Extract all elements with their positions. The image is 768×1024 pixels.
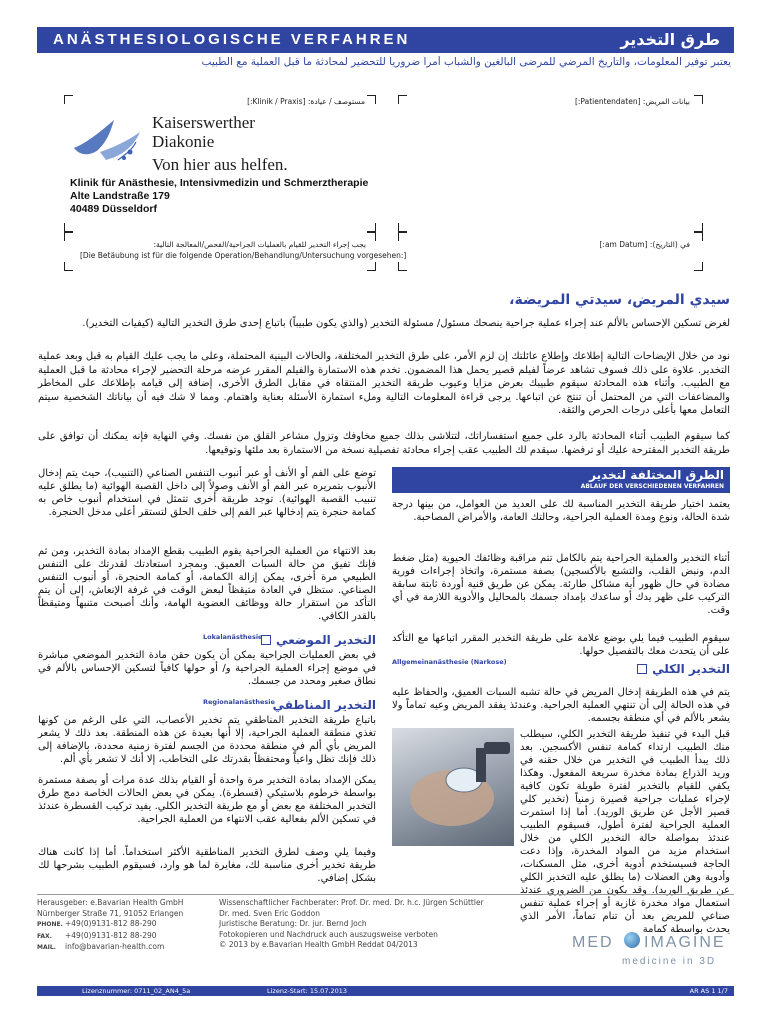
footer-credits [219,898,509,951]
right-p1: يعتمد اختيار طريقة التخدير المناسبة لك على العديد من العوامل، من بينها درجة شدة الحالة، ونوع ومدة العملية الجراحية، وحالتك العامة، والأمراض المصاحبة. [392,499,730,523]
general-anesthesia-checkbox[interactable] [637,664,647,674]
medimagine-logo [572,930,732,970]
phone-label: PHONE. [37,921,63,928]
logo-line1: Kaiserswerther [152,113,255,132]
address-line1: Klinik für Anästhesie, Intensivmedizin und Schmerztherapie [70,177,369,189]
intro-p1: لغرض تسكين الإحساس بالألم عند إجراء عملية جراحية ينصحك مسئول/ مسئولة التخدير (والذي يكون طبيباً) باتباع إحدى طرق التخدير التالية (كيفيات التخدير). [82,318,730,329]
section-title-de: ABLAUF DER VERSCHIEDENEN VERFAHREN [580,483,724,490]
rights: Fotokopieren und Nachdruck auch auszugsweise verboten [219,929,438,939]
corner-mark [694,223,703,232]
corner-mark [64,223,73,232]
general-anesthesia-heading [392,658,730,686]
corner-mark [367,232,376,241]
license-number: Lizenznummer: 0711_02_AN4_5a [82,987,191,995]
general-title-ar: التخدير الكلي [652,662,730,676]
dove-logo-icon [70,112,148,170]
section-header [392,467,730,493]
brand-left: MED [572,934,614,951]
regional-anesthesia-heading [38,694,376,712]
greeting: سيدي المريض، سيدتي المريضة، [509,292,730,308]
local-anesthesia-heading [38,629,376,647]
clinic-label: مستوصف / عيادة: [Klinik / Praxis:] [247,97,365,106]
advisor2: Dr. med. Sven Eric Goddon [219,908,321,918]
header-bar [37,27,734,53]
regional-title-ar: التخدير المناطقي [272,698,376,712]
advisor: Wissenschaftlicher Fachberater: Prof. Dr. med. Dr. h.c. Jürgen Schüttler [219,898,484,907]
left-p6: وفيما يلي وصف لطرق التخدير المناطقية الأكثر استخداماً. أما إذا كانت هناك طريقة تخدير أخرى مناسبة لك، مغايرة لما هو وارد، فسيقوم الطبيب بشرحها لك بشكل إضافي. [38,847,376,884]
left-p4: باتباع طريقة التخدير المناطقي يتم تخدير الأعصاب، التي على الرغم من كونها تغذي منطقة العملية الجراحية، إلا أنها بعيدة عن هذه المنطقة. بعد ذلك لا يشعر المريض بأي ألم في منطقة محددة من الجسم لفترة زمنية محددة، بالإضافة إلى ذلك فإنك تظل واعياً ومحتفظاً بقدرتك على التخاطب، إلا أنك لا تشعر بأي ألم. [38,715,376,765]
publisher: Herausgeber: e.Bavarian Health GmbH [37,898,184,907]
local-title-ar: التخدير الموضعي [276,633,376,647]
left-p3: في بعض العمليات الجراحية يمكن أن يكون حقن مادة التخدير الموضعي مباشرة في موضع إجراء العملية الجراحية و/ أو حولها كافياً لتسكين الإحساس بالألم في نطاق صغير ومحدد من جسمك. [38,650,376,687]
left-p2: بعد الانتهاء من العملية الجراحية يقوم الطبيب بقطع الإمداد بمادة التخدير، ومن ثم فإنك تفيق من حالة السبات العميق. وبمجرد استعادتك لقدرتك على التنفس الطبيعي مرة أخرى، يمكن إزالة الكمامة، أو كمامة الحنجرة، أو أنبوب التنفس الصناعي. ستظل في العادة متيقظاً لبعض الوقت في غرفة الإنعاش، إلى أن يتم التأكد من استقرار حالة ووظائف العضوية الهامة، وأنك أصبحت متنبهاً ومتيقظاً بالقدر الكافي. [38,546,376,622]
fax: +49(0)9131-812 88-290 [65,930,157,940]
corner-mark [367,95,376,104]
header-subtitle: يعتبر توفير المعلومات، والتاريخ المرضي للمرضى البالغين والشباب أمراً ضرورياً للتحضير لمحادثة ما قبل العملية مع الطبيب [201,56,731,68]
corner-mark [398,262,407,271]
globe-icon [624,932,640,948]
brand-tagline: medicine in 3D [622,956,717,967]
left-p5: يمكن الإمداد بمادة التخدير مرة واحدة أو القيام بذلك عدة مرات أو بصفة مستمرة بواسطة خرطوم بلاستيكي (قسطرة). يمكن في بعض الحالات الخاصة دمج طرق التخدير المختلفة مع بعض أو مع طريقة التخدير الكلي. يفيد تركيب القسطرة عندئذ في تسكين الألم بفعالية عقب الانتهاء من العملية الجراحية. [38,775,376,825]
license-start: Lizenz-Start: 15.07.2013 [267,987,348,995]
publisher-street: Nürnberger Straße 71, 91052 Erlangen [37,908,184,918]
brand-right: IMAGINE [644,934,726,951]
general-title-de: Allgemeinanästhesie (Narkose) [392,658,507,666]
logo-slogan: Von hier aus helfen. [152,155,288,174]
procedure-label: يجب إجراء التخدير للقيام بالعمليات الجراحية/الفحص/المعالجة التالية: [153,240,366,249]
procedure-label-de: [Die Betäubung ist für die folgende Operation/Behandlung/Untersuchung vorgesehen:] [80,251,407,260]
corner-mark [694,262,703,271]
corner-mark [64,232,73,241]
footer-publisher [37,898,207,954]
address-line2: Alte Landstraße 179 [70,190,170,202]
mail-label: MAIL. [37,944,56,951]
license-bar [37,986,734,996]
corner-mark [64,262,73,271]
header-title-de: ANÄSTHESIOLOGISCHE VERFAHREN [53,31,411,48]
right-p2: أثناء التخدير والعملية الجراحية يتم بالكامل تتم مراقبة وظائفك الحيوية (مثل ضغط الدم، ونبض القلب، والتشبع بالأكسجين) بصفة مستمرة، واتخاذ إجراءات فورية مضادة في حال ظهور أية مشاكل طارئة. يمكن عن طريق قنية أوردة ثابتة سابقة التركيب على ظهر يدك أو ساعدك بإمداد جسمك بالمحاليل والأدوية اللازمة في أي وقت. [392,553,730,616]
left-p1: توضع على الفم أو الأنف أو عبر أنبوب التنفس الصناعي (التنبيب)، حيث يتم إدخال الأنبوب بتمريره عبر الفم أو الأنف وصولاً إلى داخل القصبة الهوائية (ما يطلق عليه تنبيب القصبة الهوائية). توجد طريقة أخرى تتمثل في استخدام أنبوب خاص به كمامة حنجرة يتم إدخالها عبر الفم إلى خلف الحلق لتستقر أعلى مدخل الحنجرة. [38,468,376,518]
logo-line2: Diakonie [152,132,215,151]
regional-title-de: Regionalanästhesie [203,698,275,706]
intro-p3: كما سيقوم الطبيب أثناء المحادثة بالرد على جميع استفساراتك، لتتلاشى بذلك جميع مخاوفك وتزول مشاعر القلق من نفسك. وفي النهاية فإنه يمكنك أن توافق على طريقة التخدير المقترحة عليك أو ترفضها. سيقدم لك الطبيب عقب إجراء محادثة تفصيلية نسخة من الاستمارة بعد ملئها وتوقيعها. [38,431,730,456]
clinic-address [70,177,368,216]
corner-mark [694,232,703,241]
corner-mark [694,95,703,104]
corner-mark [398,223,407,232]
phone: +49(0)9131-812 88-290 [65,919,157,928]
section-title-ar: الطرق المختلفة لتخدير [589,468,724,482]
right-p4: يتم في هذه الطريقة إدخال المريض في حالة تشبه السبات العميق، والحفاظ عليه في هذه الحالة إلى أن تنتهي العملية الجراحية. وعندئذ يفقد المريض وعيه تماماً ولا يشعر بالألم في أي منطقة بجسمه. [392,687,730,724]
corner-mark [398,232,407,241]
intro-p2: نود من خلال الإيضاحات التالية إطلاعك وإطلاع عائلتك إن لزم الأمر، على طرق التخدير المختلفة، والحالات البينية المحتملة، وعلى ما يجب عليك القيام به قبل وبعد عملية التخدير. علاوة على ذلك فسوف تشاهد عرضاً لفيلم قصير يحمل هذا المضمون. تخدم هذه الاستمارة والفيلم المقرر عرضه مرحلة التحضير لإجراء محادثة ما قبل العملية مع الطبيب. وأثناء هذه المحادثة سيقوم طبيبك بعرض مزايا وعيوب طريقة التخدير المنتقاه في مقابل الطرق الأخرى، إضافة إلى قيامه بإطلاعك على المخاطر والمضاعفات التي من المحتمل أن تنتج عن اتباعها. يرجى قراءة المعلومات التالية وملء استمارة الأسئلة بعناية واهتمام. ومما لا شك فيه أن بياناتك الشخصية سيتم التعامل معها بأعلى درجات الحرص والثقة. [38,351,730,416]
corner-mark [398,95,407,104]
mail-link[interactable]: info@bavarian-health.com [65,942,165,951]
copyright: © 2013 by e.Bavarian Health GmbH Reddat 04/2013 [219,940,418,949]
right-p3: سيقوم الطبيب فيما يلي بوضع علامة على طريقة التخدير المقرر اتباعها مع التأكد على أن يتحدث معك بالتفصيل حولها. [392,633,730,657]
patient-label: بيانات المريض: [Patientendaten:] [574,97,690,106]
corner-mark [367,262,376,271]
right-p5: قبل البدء في تنفيذ طريقة التخدير الكلي، سيطلب منك الطبيب ارتداء كمامة تنفس الأكسجين. بعد ذلك يبدأ الطبيب في التخدير من خلال حقنه في وريد الذراع بمادة مخدرة سريعة المفعول. وهكذا يكفي للقيام بالتخدير لفترة طويلة تكون كافية لإجراء عمليات جراحية قصيرة زمنياً (تخدير كلي قصير الأجل عن طريق الوريد). أما إذا استمرت العملية الجراحية لفترة أطول، فسيقوم الطبيب عندئذ بمواصلة حالة التخدير الكلي من خلال استخدام مزيد من المواد المخدرة، وإذا دعت الحاجة فسيستخدم أدوية أخرى، مثل المسكنات، وأدوية وهن العضلات (ما يطلق عليه التخدير الكلي عن طريق الوريد). وقد يكون من الضروري عندئذ استعمال مواد مخدرة غازية أو إجراء عملية تنفس صناعي للمريض بعد أن تنام تماماً، الأمر الذي يحدث بواسطة كمامة [520,729,730,935]
fax-label: FAX. [37,932,52,940]
corner-mark [64,95,73,104]
legal: Juristische Beratung: Dr. jur. Bernd Joch [219,919,367,928]
address-line3: 40489 Düsseldorf [70,203,157,215]
anesthesia-mask-image [392,728,514,846]
local-title-de: Lokalanästhesie [203,633,263,641]
page-code: AR AS 1 1/7 [689,987,728,995]
corner-mark [367,223,376,232]
header-title-ar: طرق التخدير [620,30,720,49]
date-label: في (التاريخ): [am Datum:] [599,240,690,249]
